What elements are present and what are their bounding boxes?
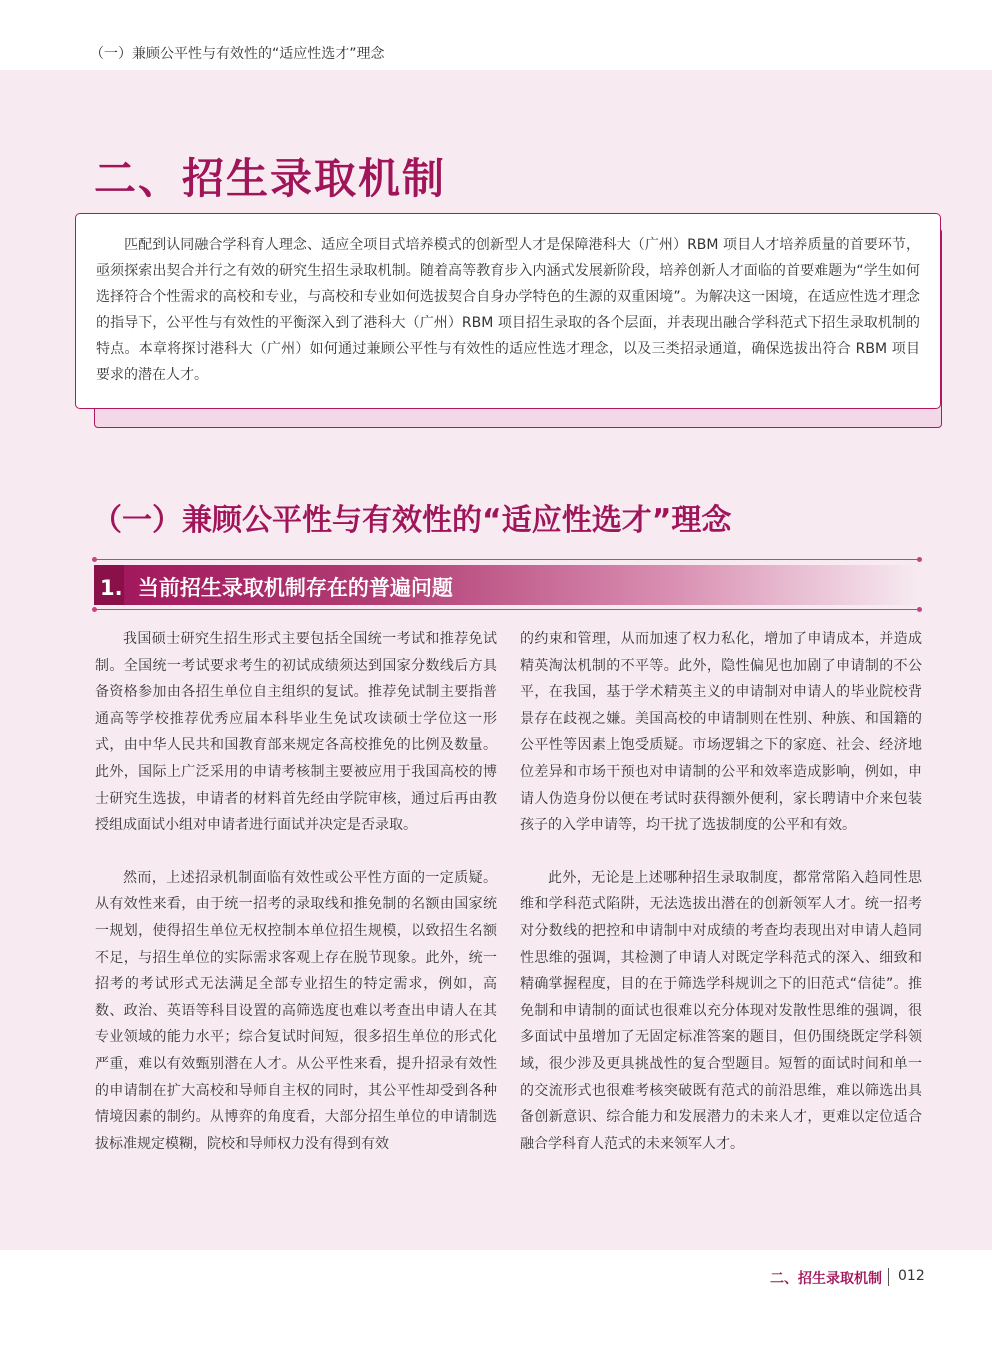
running-head: （一）兼顾公平性与有效性的“适应性选才”理念 [90,46,385,62]
body-paragraph: 的约束和管理，从而加速了权力私化，增加了申请成本，并造成精英淘汰机制的不平等。此外，隐性偏见也加剧了申请制的不公平，在我国，基于学术精英主义的申请制对申请人的毕业院校背景存在歧视之嫌。美国高校的申请制则在性别、种族、和国籍的公平性等因素上饱受质疑。市场逻辑之下的家庭、社会、经济地位差异和市场干预也对申请制的公平和效率造成影响，例如，申请人伪造身份以便在考试时获得额外便利，家长聘请中介来包装孩子的入学申请等，均干扰了选拔制度的公平和有效。 [520,631,922,834]
abstract-box [75,213,941,409]
subsection-top-rule [94,559,920,560]
page-footer [0,1250,992,1346]
subsection-title: 当前招生录取机制存在的普遍问题 [137,576,453,600]
chapter-title: 二、招生录取机制 [94,154,447,203]
rule-dot [917,607,922,612]
page-number: 012 [898,1268,925,1284]
top-header-area [0,0,992,70]
rule-dot [92,557,97,562]
rule-dot [92,607,97,612]
right-column [520,626,922,1157]
abstract-text: 匹配到认同融合学科育人理念、适应全项目式培养模式的创新型人才是保障港科大（广州）RBM 项目人才培养质量的首要环节，亟须探索出契合并行之有效的研究生招生录取机制。随着高等教育步入内涵式发展新阶段，培养创新人才面临的首要难题为“学生如何选择符合个性需求的高校和专业，与高校和专业如何选拔契合自身办学特色的生源的双重困境”。为解决这一困境，在适应性选才理念的指导下，公平性与有效性的平衡深入到了港科大（广州）RBM 项目招生录取的各个层面，并表现出融合学科范式下招生录取机制的特点。本章将探讨港科大（广州）如何通过兼顾公平性与有效性的适应性选才理念，以及三类招录通道，确保选拔出符合 RBM 项目要求的潜在人才。 [96,237,920,383]
subsection-heading-bar [94,565,920,605]
rule-dot [917,557,922,562]
subsection-heading [100,572,453,602]
body-paragraph: 然而，上述招录机制面临有效性或公平性方面的一定质疑。从有效性来看，由于统一招考的录取线和推免制的名额由国家统一规划，使得招生单位无权控制本单位招生规模，以致招生名额不足，与招生单位的实际需求客观上存在脱节现象。此外，统一招考的考试形式无法满足全部专业招生的特定需求，例如，高数、政治、英语等科目设置的高筛选度也难以考查出申请人在其专业领域的能力水平；综合复试时间短，很多招生单位的形式化严重，难以有效甄别潜在人才。从公平性来看，提升招录有效性的申请制在扩大高校和导师自主权的同时，其公平性却受到各种情境因素的制约。从博弈的角度看，大部分招生单位的申请制选拔标准规定模糊，院校和导师权力没有得到有效 [95,869,497,1152]
footer-chapter-label: 二、招生录取机制 [770,1271,882,1287]
body-paragraph: 此外，无论是上述哪种招生录取制度，都常常陷入趋同性思维和学科范式陷阱，无法选拔出潜在的创新领军人才。统一招考对分数线的把控和申请制中对成绩的考查均表现出对申请人趋同性思维的强调，其检测了申请人对既定学科范式的深入、细致和精确掌握程度，目的在于筛选学科规训之下的旧范式“信徒”。推免制和申请制的面试也很难以充分体现对发散性思维的强调，很多面试中虽增加了无固定标准答案的题目，但仍围绕既定学科领域，很少涉及更具挑战性的复合型题目。短暂的面试时间和单一的交流形式也很难考核突破既有范式的前沿思维，难以筛选出具备创新意识、综合能力和发展潜力的未来人才，更难以定位适合融合学科育人范式的未来领军人才。 [520,869,922,1152]
section-title: （一）兼顾公平性与有效性的“适应性选才”理念 [92,503,732,538]
left-column [95,626,497,1157]
body-paragraph: 我国硕士研究生招生形式主要包括全国统一考试和推荐免试制。全国统一考试要求考生的初试成绩须达到国家分数线后方具备资格参加由各招生单位自主组织的复试。推荐免试制主要指普通高等学校推荐优秀应届本科毕业生免试攻读硕士学位这一形式，由中华人民共和国教育部来规定各高校推免的比例及数量。此外，国际上广泛采用的申请考核制主要被应用于我国高校的博士研究生选拔，申请者的材料首先经由学院审核，通过后再由教授组成面试小组对申请者进行面试并决定是否录取。 [95,631,497,834]
footer-separator [888,1268,889,1286]
subsection-bottom-rule [94,609,920,610]
subsection-number: 1. [100,576,123,600]
